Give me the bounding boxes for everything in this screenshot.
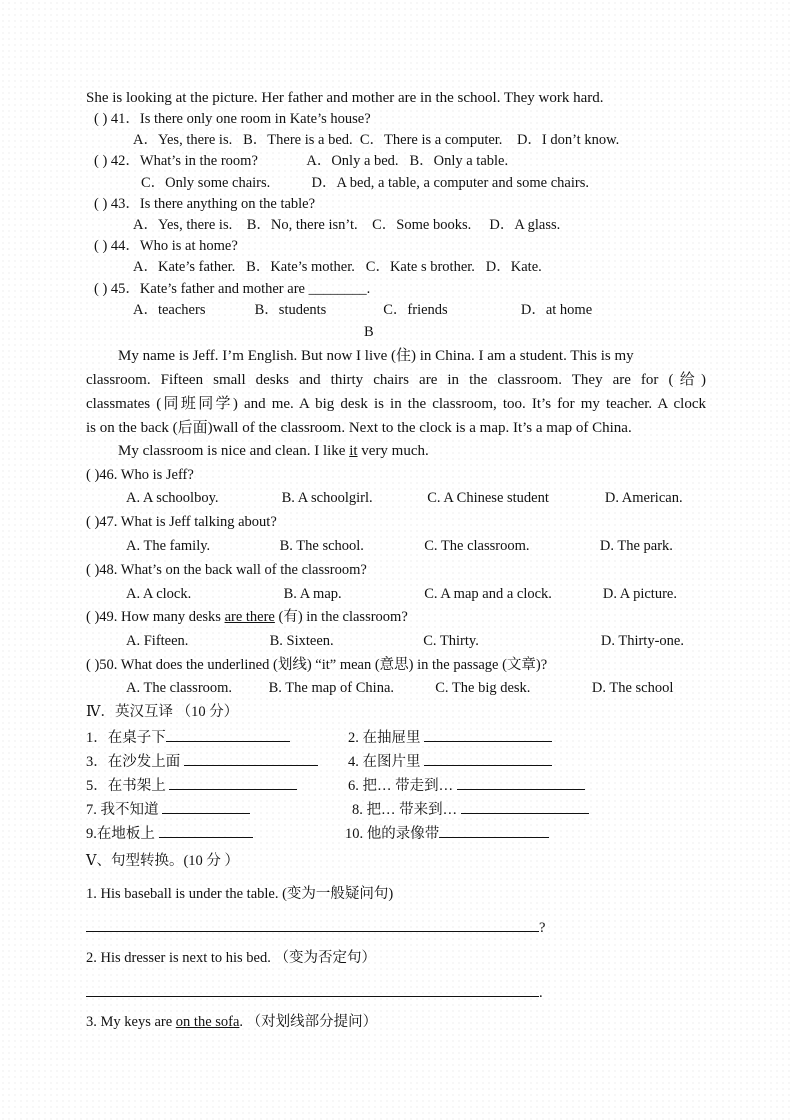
answer-line[interactable] xyxy=(86,917,539,932)
question-47 xyxy=(86,513,277,531)
question-49 xyxy=(86,608,408,626)
translate-item-10 xyxy=(345,823,549,843)
translate-item-3 xyxy=(86,751,318,771)
question-49-options xyxy=(126,632,684,650)
option-c: C. A Chinese student xyxy=(427,490,549,506)
item-label: 8. 把… 带来到… xyxy=(352,802,458,818)
option-a: A．Kate’s father. xyxy=(133,259,236,275)
option-b: B. A schoolgirl. xyxy=(281,490,373,506)
answer-paren: ( ) xyxy=(86,657,100,673)
question-48-options xyxy=(126,585,677,603)
question-text: 46. Who is Jeff? xyxy=(99,467,194,483)
question-42-text: ( ) 42．What’s in the room? xyxy=(94,153,258,169)
underlined-phrase: on the sofa xyxy=(175,1014,240,1030)
translate-item-9 xyxy=(86,823,253,843)
transform-question-2: 2. His dresser is next to his bed. （变为否定句） xyxy=(86,950,376,966)
option-d: D．Kate. xyxy=(485,259,542,275)
option-d: D．A bed, a table, a computer and some chairs. xyxy=(311,175,589,191)
question-text: 50. What does the underlined (划线) “it” mean (意思) in the passage (文章)? xyxy=(99,657,548,673)
translate-item-4 xyxy=(348,751,552,771)
option-c: C．Only some chairs. xyxy=(141,175,271,191)
question-43-options xyxy=(133,216,560,234)
question-41: ( ) 41．Is there only one room in Kate’s house? xyxy=(94,111,371,127)
option-d: D. The school xyxy=(591,680,674,696)
question-text: 49. How many desks xyxy=(99,609,225,625)
answer-blank[interactable] xyxy=(159,823,253,838)
option-b: B．There is a bed. xyxy=(243,132,353,148)
transform-question-1: 1. His baseball is under the table. (变为一般疑问句) xyxy=(86,886,394,902)
question-46 xyxy=(86,466,194,484)
item-label: 10. 他的录像带 xyxy=(345,826,440,842)
underlined-phrase: are there xyxy=(224,609,275,625)
item-label: 4. 在图片里 xyxy=(348,754,421,770)
answer-blank[interactable] xyxy=(169,775,297,790)
passage-a-end: She is looking at the picture. Her father and mother are in the school. They work hard. xyxy=(86,90,604,106)
translate-item-5 xyxy=(86,775,297,795)
option-d: D. Thirty-one. xyxy=(600,633,684,649)
option-b: B. The school. xyxy=(279,538,364,554)
answer-blank[interactable] xyxy=(424,727,552,742)
answer-paren: ( ) xyxy=(86,467,100,483)
section-v-title: Ⅴ、句型转换。(10 分 ） xyxy=(86,853,240,869)
option-d: D．at home xyxy=(520,302,593,318)
option-a: A．teachers xyxy=(133,302,206,318)
item-label: 1．在桌子下 xyxy=(86,730,166,746)
end-punctuation: ? xyxy=(539,920,546,936)
answer-paren: ( ) xyxy=(86,514,100,530)
option-c: C．There is a computer. xyxy=(359,132,503,148)
translate-item-7 xyxy=(86,799,250,819)
option-b: B．Kate’s mother. xyxy=(246,259,355,275)
question-text: 3. My keys are xyxy=(86,1014,176,1030)
question-47-options xyxy=(126,537,673,555)
option-d: D. A picture. xyxy=(602,586,677,602)
option-b: B．Only a table. xyxy=(409,153,509,169)
answer-blank[interactable] xyxy=(439,823,549,838)
item-label: 7. 我不知道 xyxy=(86,802,159,818)
option-a: A．Only a bed. xyxy=(306,153,399,169)
answer-paren: ( ) xyxy=(86,562,100,578)
passage-b-line-3: classmates (同班同学) and me. A big desk is in the classroom, too. It’s for my teacher. A clock xyxy=(86,396,706,412)
passage-b-text: very much. xyxy=(357,443,429,459)
question-text: . （对划线部分提问） xyxy=(239,1014,378,1030)
question-50 xyxy=(86,656,547,674)
item-label: 6. 把… 带走到… xyxy=(348,778,454,794)
option-c: C. The big desk. xyxy=(435,680,531,696)
translate-item-8 xyxy=(352,799,589,819)
question-text: (有) in the classroom? xyxy=(274,609,408,625)
option-d: D. American. xyxy=(604,490,683,506)
passage-b-line-2: classroom. Fifteen small desks and thirty chairs are in the classroom. They are for (给) xyxy=(86,372,706,388)
item-label: 5．在书架上 xyxy=(86,778,166,794)
option-a: A. Fifteen. xyxy=(126,633,189,649)
question-45-options xyxy=(133,301,592,319)
option-b: B. The map of China. xyxy=(268,680,395,696)
question-42-options xyxy=(141,174,589,192)
passage-b-line-4: is on the back (后面)wall of the classroom. Next to the clock is a map. It’s a map of China. xyxy=(86,420,632,436)
option-c: C. The classroom. xyxy=(424,538,530,554)
question-46-options xyxy=(126,489,683,507)
option-a: A．Yes, there is. xyxy=(133,217,233,233)
question-44: ( ) 44．Who is at home? xyxy=(94,238,238,254)
item-label: 9.在地板上 xyxy=(86,826,155,842)
option-d: D. The park. xyxy=(599,538,673,554)
option-a: A. A clock. xyxy=(126,586,192,602)
answer-line[interactable] xyxy=(86,982,539,997)
item-label: 3．在沙发上面 xyxy=(86,754,181,770)
answer-blank[interactable] xyxy=(424,751,552,766)
answer-paren: ( ) xyxy=(86,609,100,625)
option-b: B. A map. xyxy=(283,586,342,602)
option-d: D．I don’t know. xyxy=(516,132,620,148)
option-c: C. A map and a clock. xyxy=(424,586,552,602)
option-a: A. The family. xyxy=(126,538,211,554)
passage-b-text: My name is Jeff. I’m English. But now I live (住) in China. I am a student. This is my xyxy=(118,348,634,364)
item-label: 2. 在抽屉里 xyxy=(348,730,421,746)
option-c: C．friends xyxy=(383,302,448,318)
answer-blank[interactable] xyxy=(162,799,250,814)
section-b-heading: B xyxy=(364,324,374,340)
option-c: C．Some books. xyxy=(372,217,472,233)
answer-blank[interactable] xyxy=(457,775,585,790)
question-text: 48. What’s on the back wall of the classroom? xyxy=(99,562,367,578)
passage-b-line-1 xyxy=(118,347,706,365)
transform-answer-2 xyxy=(86,982,543,1002)
option-a: A. A schoolboy. xyxy=(126,490,219,506)
question-41-options xyxy=(133,131,619,149)
option-a: A．Yes, there is. xyxy=(133,132,233,148)
passage-b-line-5 xyxy=(118,442,429,460)
question-50-options xyxy=(126,679,673,697)
question-43: ( ) 43．Is there anything on the table? xyxy=(94,196,316,212)
underlined-word-it: it xyxy=(349,443,358,459)
answer-blank[interactable] xyxy=(184,751,318,766)
passage-b-text: My classroom is nice and clean. I like xyxy=(118,443,350,459)
option-c: C．Kate s brother. xyxy=(365,259,475,275)
option-a: A. The classroom. xyxy=(126,680,233,696)
transform-answer-1 xyxy=(86,917,545,937)
translate-item-6 xyxy=(348,775,585,795)
option-b: B. Sixteen. xyxy=(269,633,334,649)
answer-blank[interactable] xyxy=(461,799,589,814)
option-c: C. Thirty. xyxy=(423,633,479,649)
end-punctuation: . xyxy=(539,985,543,1001)
option-d: D．A glass. xyxy=(489,217,561,233)
option-b: B．students xyxy=(254,302,327,318)
question-42 xyxy=(94,152,508,170)
question-48 xyxy=(86,561,367,579)
answer-blank[interactable] xyxy=(166,727,290,742)
option-b: B．No, there isn’t. xyxy=(246,217,358,233)
question-45: ( ) 45．Kate’s father and mother are ________. xyxy=(94,281,371,297)
translate-item-1 xyxy=(86,727,290,747)
question-44-options xyxy=(133,258,542,276)
translate-item-2 xyxy=(348,727,552,747)
section-iv-title: Ⅳ．英汉互译 （10 分） xyxy=(86,704,239,720)
question-text: 47. What is Jeff talking about? xyxy=(99,514,277,530)
transform-question-3 xyxy=(86,1013,377,1031)
